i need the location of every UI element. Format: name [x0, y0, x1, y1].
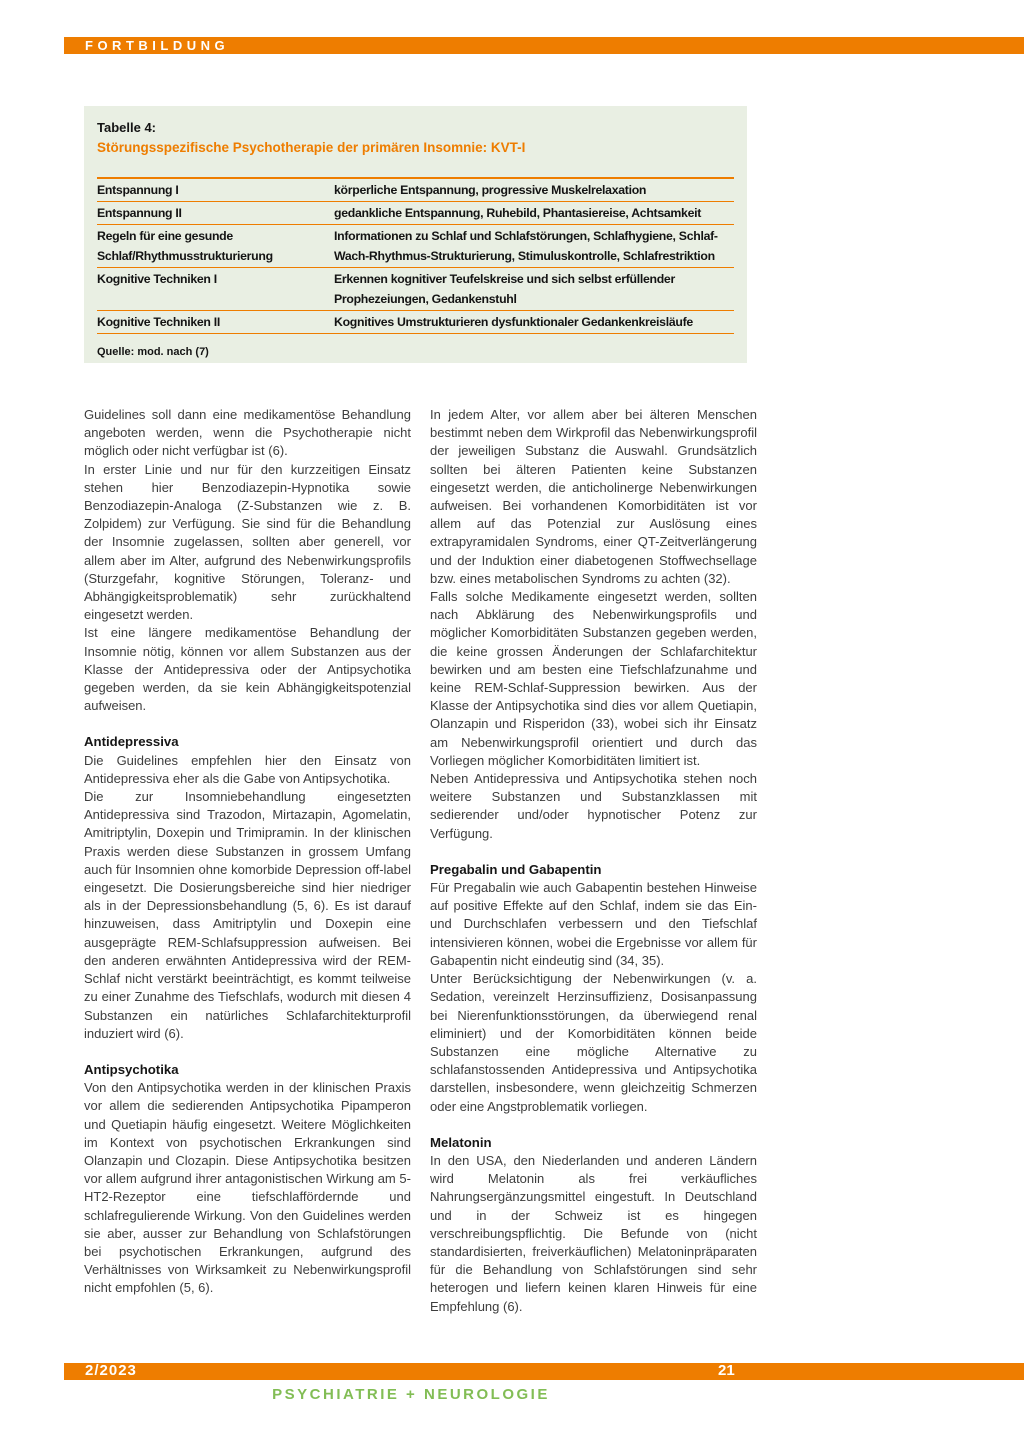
table-row — [97, 311, 734, 334]
table-row-label: Entspannung II — [97, 206, 182, 220]
subsection-heading-antidepressiva: Antidepressiva — [84, 734, 179, 750]
paragraph: Falls solche Medikamente eingesetzt werden, sollten nach Abklärung des Nebenwirkungsprofils und möglicher Komorbiditäten Substanzen gegeben werden, die keine grossen Änderungen der Schlafarchitektur bewirken und am besten eine Tiefschlafzunahme und keine REM-Schlaf-Suppression bewirken. Aus der Klasse der Antipsychotika sind dies vor allem Quetiapin, Olanzapin und Risperidon (33), wobei sich ihr Einsatz am Nebenwirkungsprofil orientiert und durch das Vorliegen möglicher Komorbiditäten limitiert ist. — [430, 589, 757, 768]
footer-bar — [64, 1363, 1024, 1380]
table-title: Störungsspezifische Psychotherapie der primären Insomnie: KVT-I — [97, 140, 526, 155]
subsection-heading-antipsychotika: Antipsychotika — [84, 1061, 179, 1077]
table-row — [97, 225, 734, 268]
table-row-value: Kognitives Umstrukturieren dysfunktionaler Gedankenkreisläufe — [334, 315, 693, 329]
article-column-left — [84, 406, 411, 1316]
paragraph: In jedem Alter, vor allem aber bei älteren Menschen bestimmt neben dem Wirkprofil das Nebenwirkungsprofil der jeweiligen Substanz die Auswahl. Grundsätzlich sollten bei älteren Patienten keine Substanzen eingesetzt werden, die anticholinerge Nebenwirkungen aufweisen. Bei vorhandenen Komorbiditäten ist vor allem auf das Potenzial zur Auslösung eines extrapyramidalen Syndroms, einer QT-Zeitverlängerung und der Induktion einer diabetogenen Stoffwechsellage bzw. eines metabolischen Syndroms zu achten (32). — [430, 407, 757, 586]
paragraph: In den USA, den Niederlanden und anderen Ländern wird Melatonin als frei verkäufliches Nahrungsergänzungsmittel eingestuft. In Deutschland und in der Schweiz ist es hingegen verschreibungspflichtig. Die Befunde von (nicht standardisierten, freiverkäuflichen) Melatoninpräparaten für die Behandlung von Schlafstörungen sind sehr heterogen und liefern keinen klaren Hinweis für eine Empfehlung (6). — [430, 1152, 757, 1314]
table-row-label: Kognitive Techniken II — [97, 315, 220, 329]
table-row-value: Erkennen kognitiver Teufelskreise und sich selbst erfüllender Prophezeiungen, Gedankenstuhl — [334, 272, 675, 306]
table-grid — [97, 177, 734, 334]
subsection-heading-pregabalin-gabapentin: Pregabalin und Gabapentin — [430, 861, 602, 877]
table-row-label: Kognitive Techniken I — [97, 272, 217, 286]
table-row — [97, 202, 734, 225]
table-4-card — [84, 106, 747, 363]
table-row — [97, 268, 734, 311]
table-row-value: gedankliche Entspannung, Ruhebild, Phantasiereise, Achtsamkeit — [334, 206, 702, 220]
table-row-value: Informationen zu Schlaf und Schlafstörungen, Schlafhygiene, Schlaf-Wach-Rhythmus-Strukturierung, Stimuluskontrolle, Schlafrestriktion — [334, 229, 718, 263]
section-label: FORTBILDUNG — [85, 38, 230, 53]
paragraph: Von den Antipsychotika werden in der klinischen Praxis vor allem die sedierenden Antipsychotika Pipamperon und Quetiapin häufig eingesetzt. Weitere Möglichkeiten im Kontext von psychotischen Erkrankungen sind Olanzapin und Clozapin. Diese Antipsychotika besitzen vor allem aufgrund ihrer antagonistischen Wirkung am 5-HT2-Rezeptor eine tiefschlaffördernde und schlafregulierende Wirkung. Von den Guidelines werden sie aber, ausser zur Behandlung von Schlafstörungen bei psychotischen Erkrankungen, aufgrund des Verhältnisses von Wirksamkeit zu Nebenwirkungsprofil nicht empfohlen (5, 6). — [84, 1080, 411, 1296]
table-caption: Tabelle 4: — [97, 120, 157, 135]
section-header-bar — [64, 37, 1024, 54]
page-number: 21 — [718, 1362, 735, 1379]
paragraph: Ist eine längere medikamentöse Behandlung der Insomnie nötig, können vor allem Substanzen aus der Klasse der Antidepressiva oder der Antipsychotika gegeben werden, da sie kein Abhängigkeitspotenzial aufweisen. — [84, 625, 411, 714]
issue-label: 2/2023 — [85, 1362, 137, 1379]
subsection-heading-melatonin: Melatonin — [430, 1134, 492, 1150]
table-row-label: Regeln für eine gesunde Schlaf/Rhythmusstrukturierung — [97, 229, 273, 263]
article-column-right — [430, 406, 757, 1316]
paragraph: Guidelines soll dann eine medikamentöse Behandlung angeboten werden, wenn die Psychotherapie nicht möglich oder nicht verfügbar ist (6). — [84, 407, 411, 459]
table-row — [97, 179, 734, 202]
paragraph: Neben Antidepressiva und Antipsychotika stehen noch weitere Substanzen und Substanzklassen mit sedierender und/oder hypnotischer Potenz zur Verfügung. — [430, 771, 757, 841]
table-row-value: körperliche Entspannung, progressive Muskelrelaxation — [334, 183, 647, 197]
paragraph: Unter Berücksichtigung der Nebenwirkungen (v. a. Sedation, vereinzelt Herzinsuffizienz, Dosisanpassung bei Nierenfunktionsstörungen, da überwiegend renal eliminiert) und der Komorbiditäten können beide Substanzen eine mögliche Alternative zu schlafanstossenden Antidepressiva und Antipsychotika darstellen, insbesondere, wenn gleichzeitig Schmerzen oder eine Angstproblematik vorliegen. — [430, 971, 757, 1114]
paragraph: In erster Linie und nur für den kurzzeitigen Einsatz stehen hier Benzodiazepin-Hypnotika sowie Benzodiazepin-Analoga (Z-Substanzen wie z. B. Zolpidem) zur Verfügung. Sie sind für die Behandlung der Insomnie zugelassen, sollten aber generell, vor allem aber im Alter, aufgrund des Nebenwirkungsprofils (Sturzgefahr, kognitive Störungen, Toleranz- und Abhängigkeitsproblematik) sehr zurückhaltend eingesetzt werden. — [84, 461, 411, 623]
table-source-note: Quelle: mod. nach (7) — [97, 346, 209, 358]
paragraph: Für Pregabalin wie auch Gabapentin bestehen Hinweise auf positive Effekte auf den Schlaf, indem sie das Ein- und Durchschlafen verbessern und den Tiefschlaf intensivieren können, wobei die Ergebnisse vor allem für Gabapentin nicht eindeutig sind (34, 35). — [430, 880, 757, 968]
article-body — [84, 406, 758, 1316]
paragraph: Die zur Insomniebehandlung eingesetzten Antidepressiva sind Trazodon, Mirtazapin, Agomelatin, Amitriptylin, Doxepin und Trimipramin. In der klinischen Praxis werden diese Substanzen in grossem Umfang auch für Insomnien ohne komorbide Depression off-label eingesetzt. Die Dosierungsbereiche sind hier niedriger als in der Depressionsbehandlung (5, 6). Es ist darauf hinzuweisen, dass Amitriptylin und Doxepin eine ausgeprägte REM-Schlafsuppression aufweisen. Bei den anderen erwähnten Antidepressiva wird der REM-Schlaf nicht verstärkt beeinträchtigt, es kommt teilweise zu einer Zunahme des Tiefschlafs, wodurch mit diesen 4 Substanzen ein natürliches Schlafarchitekturprofil induziert wird (6). — [84, 789, 411, 1041]
journal-title: PSYCHIATRIE + NEUROLOGIE — [272, 1386, 550, 1403]
paragraph: Die Guidelines empfehlen hier den Einsatz von Antidepressiva eher als die Gabe von Antipsychotika. — [84, 752, 411, 786]
table-row-label: Entspannung I — [97, 183, 179, 197]
